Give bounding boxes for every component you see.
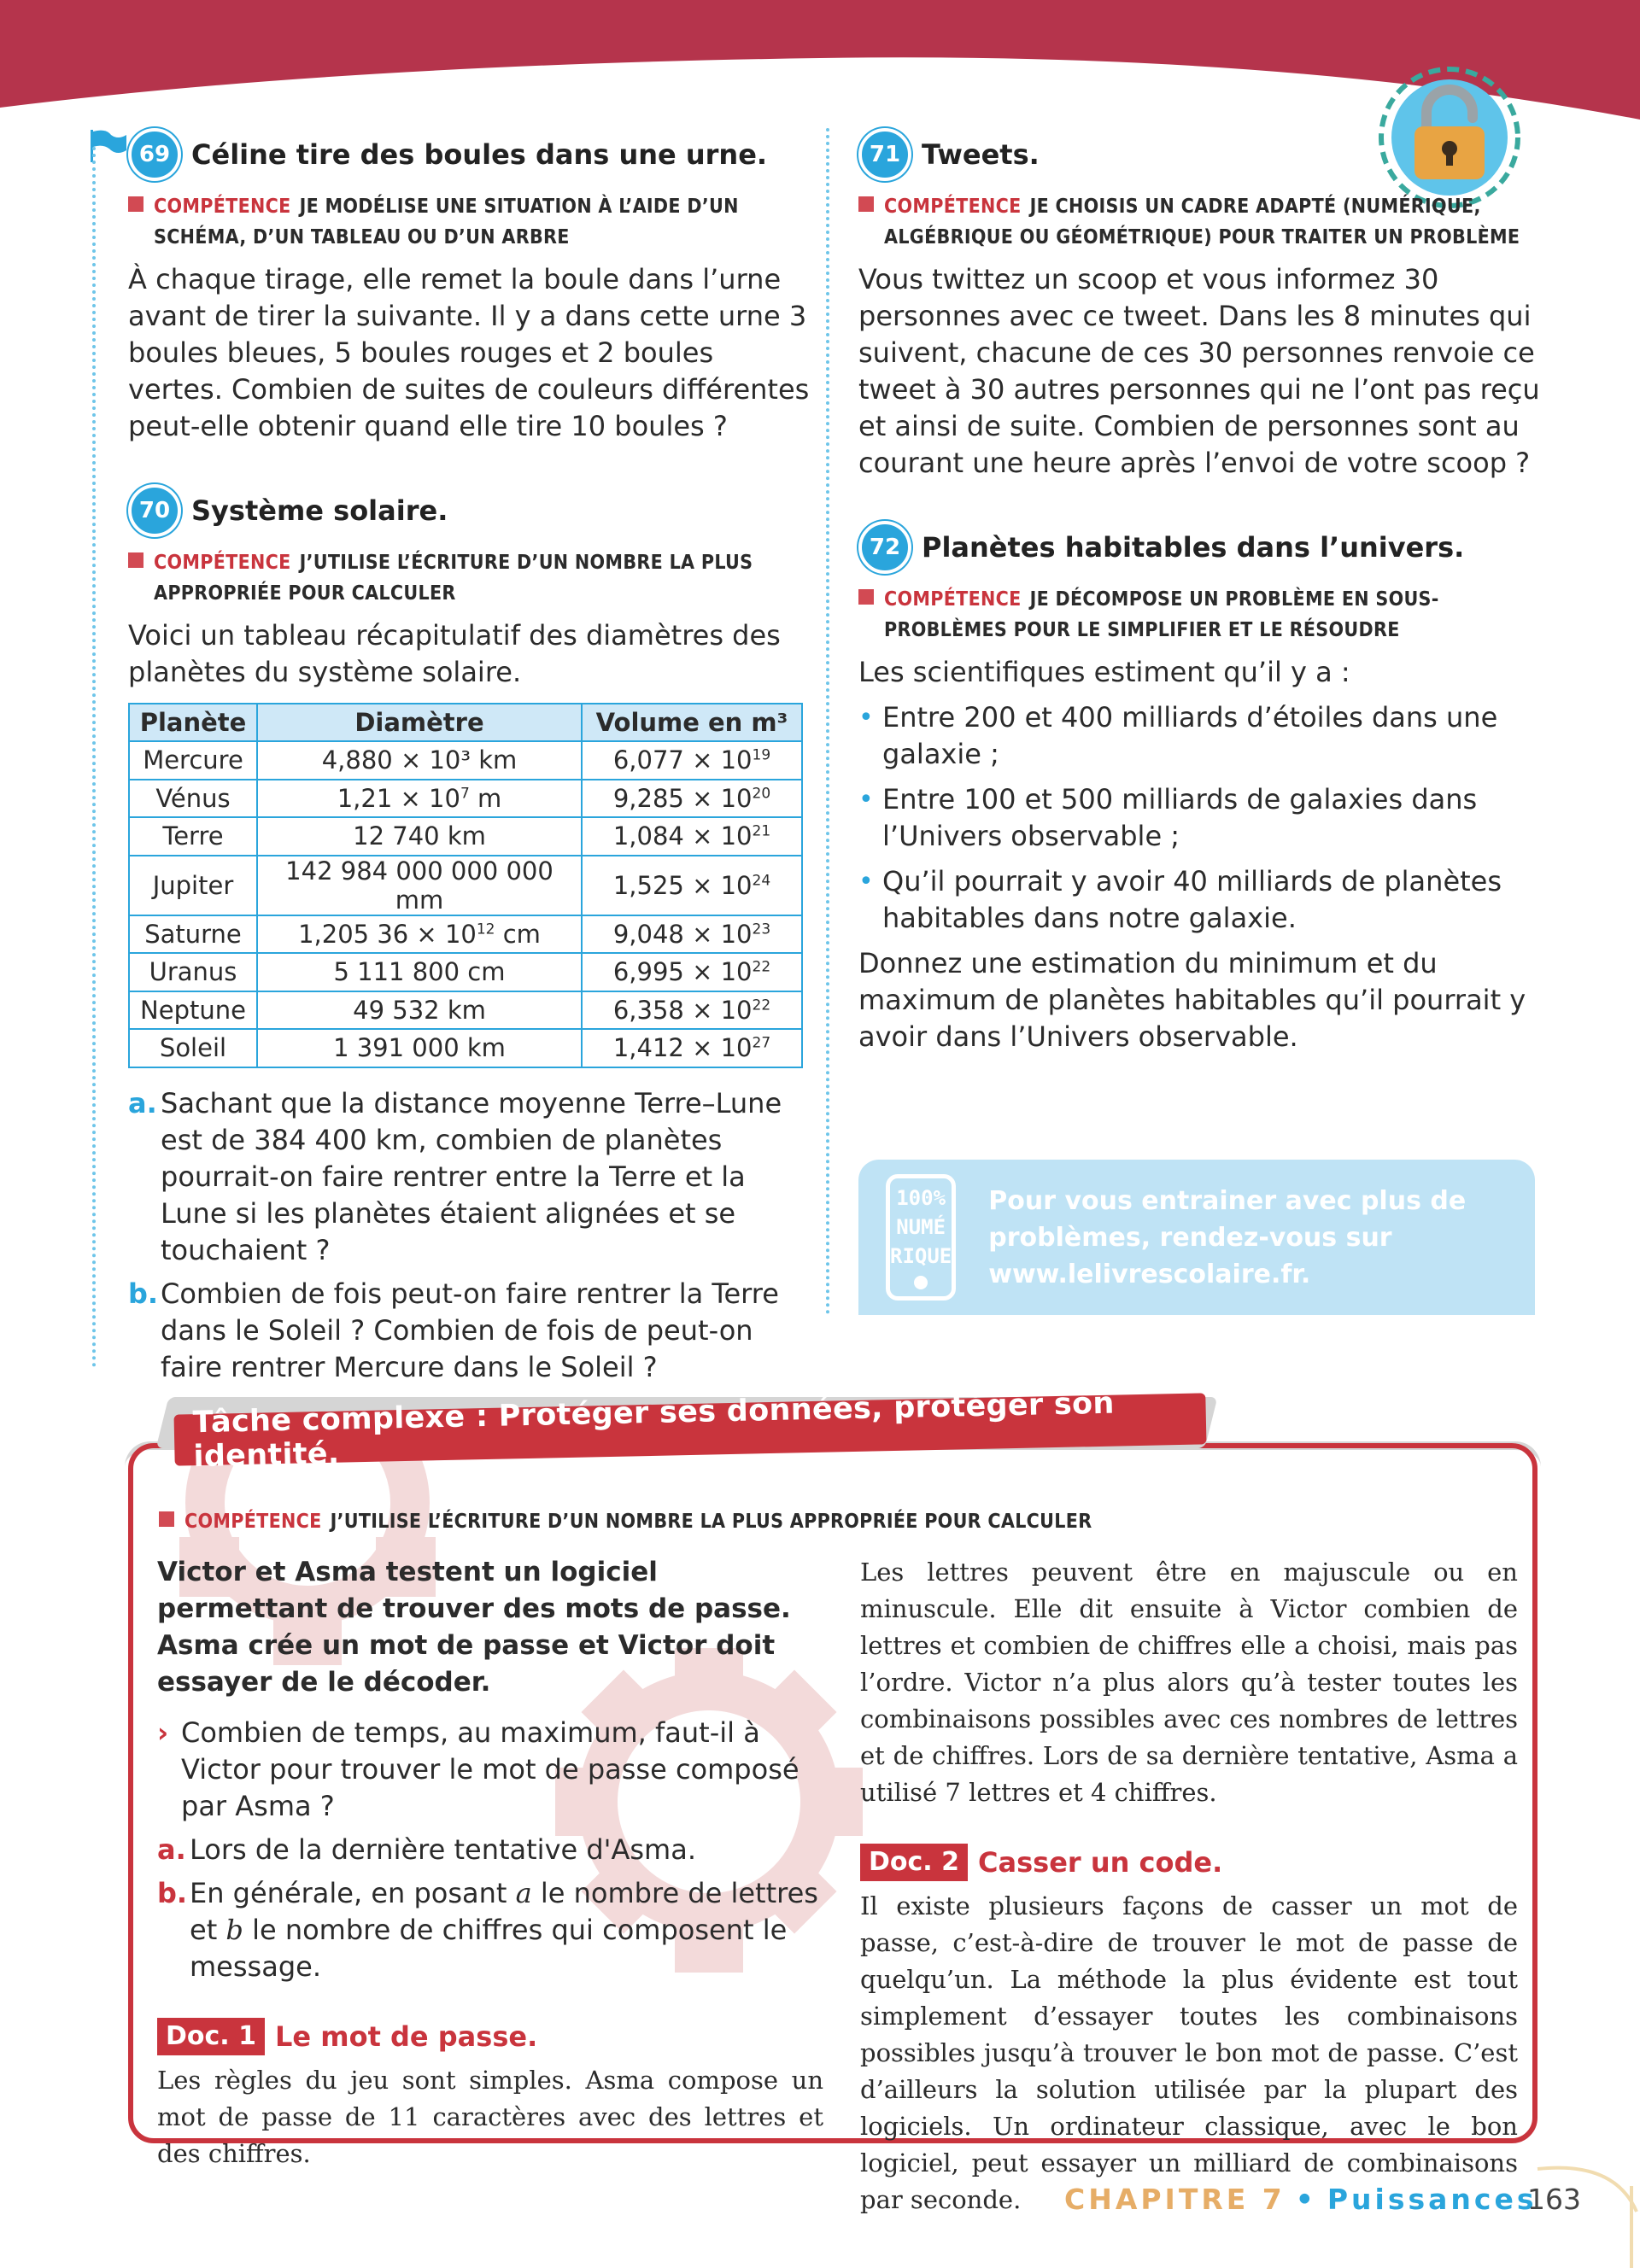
question-a [128, 1085, 811, 1269]
exercise-body: À chaque tirage, elle remet la boule dans l’urne avant de tirer la suivante. Il y a dans cette urne 3 boules bleues, 5 boules rouges et 2 boules vertes. Combien de suites de couleurs différentes peut-elle obtenir quand elle tire 10 boules ? [128, 263, 810, 442]
table-header: Planète [129, 704, 257, 741]
competence-text: JE MODÉLISE UNE SITUATION À L’AIDE D’UN SCHÉMA, D’UN TABLEAU OU D’UN ARBRE [154, 196, 739, 248]
question-b [128, 1276, 811, 1386]
question-text: Lors de la dernière tentative d'Asma. [190, 1833, 696, 1866]
table-header: Diamètre [257, 704, 582, 741]
volume-cell: $1,412 \times 10^{27}$ [582, 1029, 802, 1067]
competence-text: JE DÉCOMPOSE UN PROBLÈME EN SOUS-PROBLÈMES POUR LE SIMPLIFIER ET LE RÉSOUDRE [884, 588, 1439, 641]
task-intro: Victor et Asma testent un logiciel permettant de trouver des mots de passe. [157, 1557, 791, 1624]
chapter-subject: Puissances [1327, 2183, 1538, 2216]
task-banner [174, 1386, 1207, 1475]
competence-label: COMPÉTENCE [154, 552, 291, 574]
left-column [128, 128, 811, 1425]
table-row [129, 741, 802, 780]
doc-title: Casser un code. [978, 1846, 1223, 1879]
volume-cell: $6,995 \times 10^{22}$ [582, 953, 802, 991]
doc-1-heading [157, 2018, 823, 2055]
table-row [129, 1029, 802, 1067]
table-header: Volume en m³ [582, 704, 802, 741]
phone-icon: 100% NUMÉ RIQUE [886, 1174, 956, 1301]
planet-cell: Terre [129, 817, 257, 856]
table-row [129, 991, 802, 1030]
list-item-text: Entre 200 et 400 milliards d’étoiles dans une galaxie ; [882, 701, 1498, 770]
planet-cell: Neptune [129, 991, 257, 1030]
question-text: En générale, en posant a le nombre de lettres et b le nombre de chiffres qui composent le message. [190, 1877, 818, 1983]
task-sub-question-a: a. Lors de la dernière tentative d'Asma. [157, 1832, 823, 1868]
exercise-title: Planètes habitables dans l’univers. [922, 531, 1465, 564]
table-row [129, 953, 802, 991]
table-row [129, 856, 802, 915]
task-title: Tâche complexe : Protéger ses données, protéger son identité. [192, 1386, 1116, 1475]
question-text: Sachant que la distance moyenne Terre–Lune est de 384 400 km, combien de planètes pourrait-on faire rentrer entre la Terre et la Lune si les planètes étaient alignées et se touchaient ? [161, 1086, 782, 1266]
volume-cell: $6,358 \times 10^{22}$ [582, 991, 802, 1030]
volume-cell: $9,285 \times 10^{20}$ [582, 780, 802, 818]
doc-2-heading [860, 1844, 1518, 1881]
table-row [129, 817, 802, 856]
table-row [129, 780, 802, 818]
competence-marker [858, 589, 874, 605]
task-competence [159, 1506, 1491, 1537]
doc-title: Le mot de passe. [275, 2020, 538, 2053]
volume-cell: $1,525 \times 10^{24}$ [582, 856, 802, 915]
chapter-footer: CHAPITRE 7 • Puissances [1064, 2183, 1538, 2216]
question-letter: a. [128, 1086, 157, 1119]
competence-label: COMPÉTENCE [884, 588, 1022, 611]
list-item-text: Entre 100 et 500 milliards de galaxies dans l’Univers observable ; [882, 783, 1478, 852]
exercise-title: Système solaire. [191, 494, 448, 527]
diameter-cell: 1 391 000 km [257, 1029, 582, 1067]
volume-cell: $6,077 \times 10^{19}$ [582, 741, 802, 780]
volume-cell: $9,048 \times 10^{23}$ [582, 915, 802, 954]
list-item: • Entre 100 et 500 milliards de galaxies dans l’Univers observable ; [858, 781, 1542, 855]
exercise-outro: Donnez une estimation du minimum et du maximum de planètes habitables qu’il pourrait y avoir dans l’Univers observable. [858, 947, 1526, 1053]
doc-tag: Doc. 1 [157, 2018, 265, 2055]
doc-1-text: Les règles du jeu sont simples. Asma compose un mot de passe de 11 caractères avec des lettres et des chiffres. [157, 2066, 823, 2168]
competence-text: JE CHOISIS UN CADRE ADAPTÉ (NUMÉRIQUE, ALGÉBRIQUE OU GÉOMÉTRIQUE) POUR TRAITER UN PROBLÈME [884, 196, 1520, 248]
exercise-70 [128, 484, 811, 1386]
bullet-list [858, 699, 1542, 937]
competence [858, 584, 1542, 646]
exercise-72 [858, 521, 1542, 1055]
column-divider-rule [826, 128, 829, 1315]
diameter-cell: 4,880 × 10³ km [257, 741, 582, 780]
list-item-text: Qu’il pourrait y avoir 40 milliards de planètes habitables dans notre galaxie. [882, 865, 1502, 934]
corner-decoration [1520, 2152, 1640, 2268]
exercise-intro: Les scientifiques estiment qu’il y a : [858, 656, 1350, 688]
exercise-71 [858, 128, 1542, 482]
doc-2-text: Il existe plusieurs façons de casser un mot de passe, c’est-à-dire de trouver le mot de passe de quelqu’un. La méthode la plus évidente est tout simplement d’essayer toutes les combinaisons possibles jusqu’à trouver le bon mot de passe. C’est d’ailleurs la solution utilisée par la plupart des logiciels. Un ordinateur classique, avec le bon logiciel, peut essayer un milliard de combinaisons par seconde. [860, 1891, 1518, 2214]
list-item: • Entre 200 et 400 milliards d’étoiles dans une galaxie ; [858, 699, 1542, 773]
planet-cell: Vénus [129, 780, 257, 818]
promo-text[interactable]: Pour vous entrainer avec plus de problèmes, rendez-vous sur www.lelivrescolaire.fr. [988, 1185, 1467, 1289]
doc-tag: Doc. 2 [860, 1844, 968, 1881]
planets-table [128, 703, 803, 1068]
right-column [858, 128, 1542, 1095]
exercise-title: Céline tire des boules dans une urne. [191, 138, 768, 171]
competence [128, 547, 811, 609]
exercise-number: 69 [128, 128, 181, 181]
competence-marker [159, 1511, 174, 1527]
chevron-right-icon: › [157, 1716, 169, 1749]
competence-text: J’UTILISE L’ÉCRITURE D’UN NOMBRE LA PLUS APPROPRIÉE POUR CALCULER [154, 552, 753, 605]
exercise-title: Tweets. [922, 138, 1040, 171]
diameter-cell: 49 532 km [257, 991, 582, 1030]
left-margin-rule [92, 147, 96, 1368]
task-question [157, 1715, 823, 1825]
competence [858, 191, 1542, 253]
task-left-column [157, 1554, 823, 2172]
planet-cell: Saturne [129, 915, 257, 954]
competence-label: COMPÉTENCE [184, 1511, 322, 1533]
table-row [129, 915, 802, 954]
exercise-body: Vous twittez un scoop et vous informez 30 personnes avec ce tweet. Dans les 8 minutes qui suivent, chacune de ces 30 personnes renvoie ce tweet à 30 autres personnes qui ne l’ont pas reçu et ainsi de suite. Combien de personnes sont au courant une heure après l’envoi de votre scoop ? [858, 263, 1540, 479]
competence-marker [128, 552, 144, 568]
task-intro: Asma crée un mot de passe et Victor doit essayer de le décoder. [157, 1630, 776, 1698]
list-item: • Qu’il pourrait y avoir 40 milliards de planètes habitables dans notre galaxie. [858, 863, 1542, 937]
diameter-cell: $1,21 \times 10^7$ m [257, 780, 582, 818]
competence-label: COMPÉTENCE [154, 196, 291, 218]
exercise-number: 70 [128, 484, 181, 537]
planet-cell: Uranus [129, 953, 257, 991]
chapter-label: CHAPITRE 7 [1064, 2183, 1286, 2216]
competence [128, 191, 811, 253]
planet-cell: Soleil [129, 1029, 257, 1067]
volume-cell: $1,084 \times 10^{21}$ [582, 817, 802, 856]
digital-practice-promo[interactable] [858, 1160, 1535, 1315]
task-question-text: Combien de temps, au maximum, faut-il à Victor pour trouver le mot de passe composé par Asma ? [181, 1716, 800, 1822]
doc-1-text-continued: Les lettres peuvent être en majuscule ou en minuscule. Elle dit ensuite à Victor combien de lettres et combien de chiffres elle a choisi, mais pas l’ordre. Victor n’a plus alors qu’à tester toutes les combinaisons possibles avec ces nombres de lettres et de chiffres. Lors de sa dernière tentative, Asma a utilisé 7 lettres et 4 chiffres. [860, 1558, 1518, 1807]
competence-label: COMPÉTENCE [884, 196, 1022, 218]
exercise-number: 71 [858, 128, 911, 181]
planet-cell: Jupiter [129, 856, 257, 915]
exercise-69 [128, 128, 811, 445]
page-number: 163 [1527, 2183, 1581, 2216]
diameter-cell: 142 984 000 000 000 mm [257, 856, 582, 915]
competence-marker [858, 196, 874, 212]
competence-text: J’UTILISE L’ÉCRITURE D’UN NOMBRE LA PLUS APPROPRIÉE POUR CALCULER [330, 1511, 1092, 1533]
diameter-cell: 1,205 $36 \times 10^{12}$ cm [257, 915, 582, 954]
exercise-body: Voici un tableau récapitulatif des diamètres des planètes du système solaire. [128, 619, 781, 688]
task-right-column [860, 1554, 1518, 2218]
question-text: Combien de fois peut-on faire rentrer la Terre dans le Soleil ? Combien de fois de peut-on faire rentrer Mercure dans le Soleil ? [161, 1277, 779, 1383]
competence-marker [128, 196, 144, 212]
task-sub-question-b: b. En générale, en posant a le nombre de lettres et b le nombre de chiffres qui composent le message. [157, 1875, 823, 1985]
diameter-cell: 5 111 800 cm [257, 953, 582, 991]
exercise-number: 72 [858, 521, 911, 574]
question-letter: b. [128, 1277, 159, 1310]
planet-cell: Mercure [129, 741, 257, 780]
diameter-cell: 12 740 km [257, 817, 582, 856]
